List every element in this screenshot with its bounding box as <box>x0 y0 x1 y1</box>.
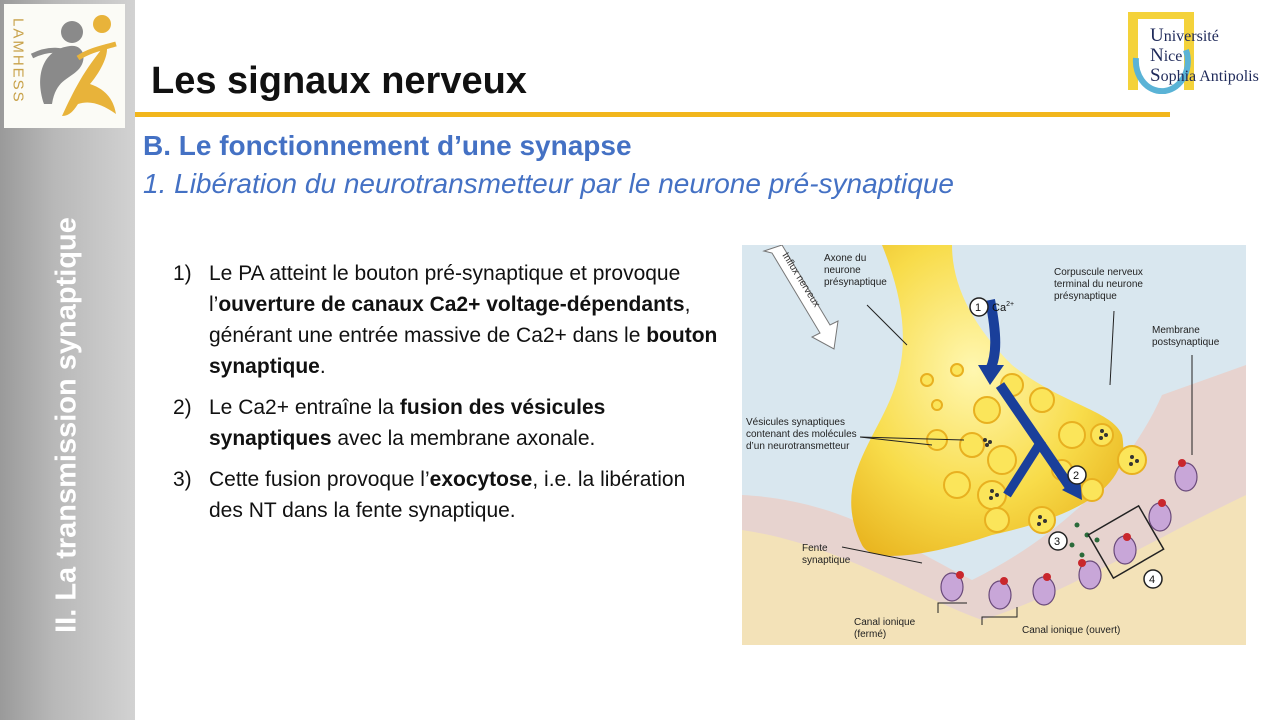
body-text: . <box>319 355 326 378</box>
list-item: 1) Le PA atteint le bouton pré-synaptique et provoque l’ouverture de canaux Ca2+ voltage-dépendants, générant une entrée massive de Ca2+ dans le bouton synaptique. <box>173 262 718 378</box>
emphasis-text: exocytose <box>429 468 533 491</box>
title-divider <box>135 112 1170 117</box>
lamhess-logo <box>4 4 125 128</box>
emphasis-text: ouverture de canaux Ca2+ voltage-dépendants <box>218 293 685 316</box>
sidebar <box>0 0 135 720</box>
body-text: avec la membrane axonale. <box>331 427 596 450</box>
university-name: Université Nice Sophia Antipolis <box>1150 25 1259 86</box>
svg-text:4: 4 <box>1149 574 1156 586</box>
list-item: 3) Cette fusion provoque l’exocytose, i.e. la libération des NT dans la fente synaptique. <box>173 468 686 522</box>
label-canal-ouvert: Canal ionique (ouvert) <box>1022 625 1121 636</box>
list-item: 2) Le Ca2+ entraîne la fusion des vésicules synaptiques avec la membrane axonale. <box>173 396 606 450</box>
label-influx: Influx nerveux <box>779 250 822 310</box>
body-text: Le Ca2+ entraîne la <box>209 396 400 419</box>
body-text: Le PA atteint le bouton pré-synaptique et provoque l’ <box>209 262 681 316</box>
sidebar-title: II. La transmission synaptique <box>50 217 83 633</box>
emphasis-text: fusion des vésicules synaptiques <box>209 396 606 450</box>
svg-text:2: 2 <box>1073 470 1080 482</box>
logo-letters: LAMHESS <box>9 18 27 104</box>
label-axone: Axone du neurone présynaptique <box>824 253 887 288</box>
body-text: , générant une entrée massive de Ca2+ dans le <box>209 293 691 347</box>
svg-text:3: 3 <box>1054 536 1061 548</box>
label-vesicules: Vésicules synaptiques contenant des molécules d’un neurotransmetteur <box>746 417 857 452</box>
numbered-list <box>173 258 718 536</box>
emphasis-text: bouton synaptique <box>209 324 718 378</box>
label-fente: Fente synaptique <box>802 543 851 566</box>
synapse-diagram <box>742 245 1246 645</box>
label-membrane: Membrane postsynaptique <box>1152 325 1220 348</box>
label-canal-ferme: Canal ionique (fermé) <box>854 617 916 640</box>
body-text: Cette fusion provoque l’ <box>209 468 430 491</box>
section-subtitle: 1. Libération du neurotransmetteur par le neurone pré-synaptique <box>143 168 954 199</box>
page-title: Les signaux nerveux <box>151 60 527 102</box>
body-text: , i.e. la libération des NT dans la fente synaptique. <box>209 468 686 522</box>
svg-text:1: 1 <box>975 302 982 314</box>
label-ca: $Ca^{2+}$ <box>992 301 1015 314</box>
section-title: B. Le fonctionnement d’une synapse <box>143 130 632 161</box>
label-corpuscule: Corpuscule nerveux terminal du neurone présynaptique <box>1054 267 1143 302</box>
